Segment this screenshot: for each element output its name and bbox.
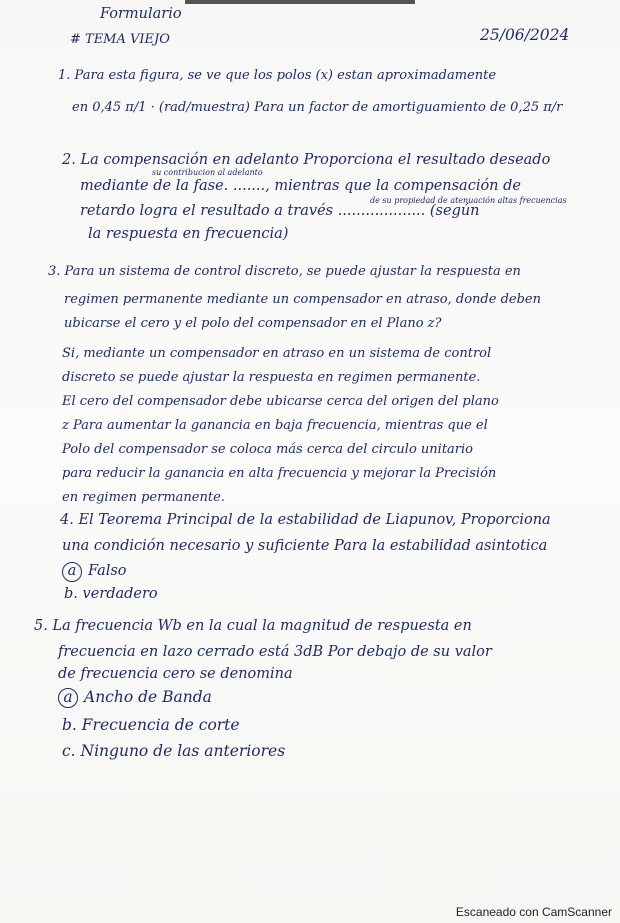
q3-line2: regimen permanente mediante un compensador en atraso, donde deben <box>64 292 541 307</box>
scanner-watermark: Escaneado con CamScanner <box>455 905 612 919</box>
selected-answer-circle: a <box>62 562 82 582</box>
topic-tag: # TEMA VIEJO <box>70 32 170 47</box>
q5-line1: 5. La frecuencia Wb en la cual la magnitud de respuesta en <box>34 618 472 634</box>
q2-line3: retardo logra el resultado a través ................... (según <box>80 203 480 219</box>
q2-line1: 2. La compensación en adelanto Proporciona el resultado deseado <box>62 152 551 168</box>
q3-answer-6: para reducir la ganancia en alta frecuencia y mejorar la Precisión <box>62 466 497 481</box>
q4-option-a-label: Falso <box>88 563 127 579</box>
q3-answer-1: Si, mediante un compensador en atraso en un sistema de control <box>62 346 492 361</box>
q3-answer-2: discreto se puede ajustar la respuesta en regimen permanente. <box>62 370 481 385</box>
q1-line1: 1. Para esta figura, se ve que los polos (x) estan aproximadamente <box>58 68 497 83</box>
q5-option-a <box>58 688 212 708</box>
q1-line2: en 0,45 π/1 · (rad/muestra) Para un factor de amortiguamiento de 0,25 π/r <box>72 100 563 115</box>
q3-line1: 3. Para un sistema de control discreto, se puede ajustar la respuesta en <box>48 264 521 279</box>
q3-answer-5: Polo del compensador se coloca más cerca del circulo unitario <box>62 442 473 457</box>
q5-option-b: b. Frecuencia de corte <box>62 716 240 734</box>
q3-line3: ubicarse el cero y el polo del compensador en el Plano z? <box>64 316 442 331</box>
q3-answer-4: z Para aumentar la ganancia en baja frecuencia, mientras que el <box>62 418 488 433</box>
q4-option-b: b. verdadero <box>64 586 158 602</box>
q4-line1: 4. El Teorema Principal de la estabilidad de Liapunov, Proporciona <box>60 512 551 528</box>
q3-answer-7: en regimen permanente. <box>62 490 225 505</box>
q5-line2: frecuencia en lazo cerrado está 3dB Por debajo de su valor <box>58 644 492 660</box>
q5-line3: de frecuencia cero se denomina <box>58 666 293 682</box>
q4-line2: una condición necesario y suficiente Para la estabilidad asintotica <box>62 538 548 554</box>
selected-answer-circle: a <box>58 688 78 708</box>
scan-edge <box>185 0 415 4</box>
q2-line2: mediante de la fase. ......., mientras que la compensación de <box>80 178 521 194</box>
q2-annotation-2: de su propiedad de atenuación altas frecuencias <box>370 196 567 205</box>
q2-line4: la respuesta en frecuencia) <box>88 226 289 242</box>
q2-annotation-1: su contribucion al adelanto <box>152 168 263 177</box>
q3-answer-3: El cero del compensador debe ubicarse cerca del origen del plano <box>62 394 499 409</box>
page-title: Formulario <box>100 6 182 22</box>
q5-option-c: c. Ninguno de las anteriores <box>62 742 286 760</box>
date: 25/06/2024 <box>480 26 570 44</box>
q4-option-a <box>62 562 127 582</box>
q5-option-a-label: Ancho de Banda <box>84 688 212 706</box>
